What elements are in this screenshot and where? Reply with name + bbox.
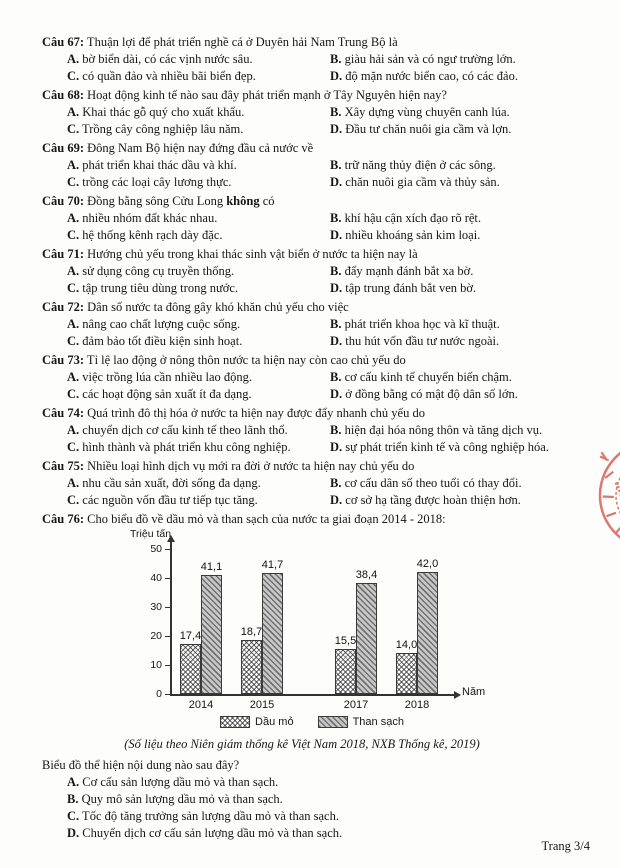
bar-dầu-mỏ-2018: [396, 653, 417, 694]
question-number: Câu 69:: [42, 141, 85, 155]
answer-option: B. phát triển khoa học và kĩ thuật.: [330, 317, 500, 331]
bar-value-label: 17,4: [179, 629, 202, 642]
answer-option: C. các hoạt động sản xuất ít đa dạng.: [67, 387, 252, 401]
answer-option: C. đảm bảo tốt điều kiện sinh hoạt.: [67, 334, 243, 348]
option-label: C.: [67, 493, 80, 507]
question-options: [42, 316, 594, 350]
option-label: B.: [330, 264, 342, 278]
x-axis-line: [170, 694, 454, 696]
answer-option: D. độ mặn nước biển cao, có các đảo.: [330, 69, 518, 83]
question-block: [42, 458, 594, 509]
chart-y-axis-label: Triệu tấn: [130, 528, 172, 540]
question-number: Câu 71:: [42, 247, 85, 261]
y-axis-line: [170, 542, 172, 694]
questions-list: [42, 34, 594, 509]
option-label: C.: [67, 440, 80, 454]
answer-option: A. chuyển dịch cơ cấu kinh tế theo lãnh thổ.: [67, 423, 288, 437]
question-number: Câu 67:: [42, 35, 85, 49]
question-number: Câu 74:: [42, 406, 85, 420]
question-number: Câu 72:: [42, 300, 85, 314]
question-block: [42, 34, 594, 85]
bar-than-sạch-2014: [201, 575, 222, 694]
option-label: C.: [67, 387, 80, 401]
option-label: A.: [67, 158, 80, 172]
answer-option: A. Cơ cấu sản lượng dầu mỏ và than sạch.: [67, 775, 279, 789]
y-tick-label: 30: [150, 601, 162, 613]
question-stem: Câu 69: Đông Nam Bộ hiện nay đứng đầu cả nước về: [42, 141, 314, 155]
legend-item: [220, 716, 294, 728]
y-tick-label: 0: [156, 688, 162, 700]
option-label: A.: [67, 264, 80, 278]
option-label: C.: [67, 228, 80, 242]
y-tick-label: 50: [150, 543, 162, 555]
answer-option: C. trồng các loại cây lương thực.: [67, 175, 232, 189]
bar-chart: [130, 528, 600, 734]
option-label: C.: [67, 122, 80, 136]
answer-option: D. Đầu tư chăn nuôi gia cầm và lợn.: [330, 122, 512, 136]
answer-option: B. cơ cấu dân số theo tuổi có thay đổi.: [330, 476, 522, 490]
answer-option: D. chăn nuôi gia cầm và thủy sản.: [330, 175, 500, 189]
y-tick-mark: [165, 694, 170, 695]
option-label: A.: [67, 370, 80, 384]
bar-value-label: 38,4: [355, 568, 378, 581]
option-label: B.: [330, 370, 342, 384]
answer-option: C. các nguồn vốn đầu tư tiếp tục tăng.: [67, 493, 258, 507]
option-label: A.: [67, 476, 80, 490]
question-block: [42, 193, 594, 244]
bar-than-sạch-2015: [262, 573, 283, 694]
option-label: A.: [67, 211, 80, 225]
answer-option: C. Trồng cây công nghiệp lâu năm.: [67, 122, 244, 136]
answer-option: C. Tốc độ tăng trưởng sản lượng dầu mỏ và than sạch.: [67, 809, 339, 823]
question-block: [42, 405, 594, 456]
option-label: B.: [330, 423, 342, 437]
legend-swatch-than-sạch: [318, 716, 348, 728]
answer-option: D. sự phát triển kinh tế và công nghiệp hóa.: [330, 440, 549, 454]
answer-option: B. khí hậu cận xích đạo rõ rệt.: [330, 211, 482, 225]
question-stem: Câu 70: Đồng bằng sông Cửu Long không có: [42, 194, 275, 208]
question-block: [42, 299, 594, 350]
answer-option: C. có quần đảo và nhiều bãi biển đẹp.: [67, 69, 256, 83]
question-stem: [42, 511, 594, 528]
option-label: A.: [67, 105, 80, 119]
question-stem: Câu 68: Hoạt động kinh tế nào sau đây phát triển mạnh ở Tây Nguyên hiện nay?: [42, 88, 447, 102]
y-tick-mark: [165, 549, 170, 550]
y-tick-mark: [165, 578, 170, 579]
question-block: [42, 140, 594, 191]
option-label: C.: [67, 69, 80, 83]
answer-option: B. Xây dựng vùng chuyên canh lúa.: [330, 105, 510, 119]
question-stem: Câu 73: Tỉ lệ lao động ở nông thôn nước ta hiện nay còn cao chủ yếu do: [42, 353, 406, 367]
answer-option: A. bờ biển dài, có các vịnh nước sâu.: [67, 52, 253, 66]
answer-option: A. nhiều nhóm đất khác nhau.: [67, 211, 218, 225]
legend-label: Dầu mỏ: [255, 716, 294, 728]
x-tick-label: 2014: [188, 699, 214, 711]
answer-option: B. Quy mô sản lượng dầu mỏ và than sạch.: [67, 792, 283, 806]
chart-x-axis-label: Năm: [462, 686, 486, 698]
question-stem: Câu 71: Hướng chủ yếu trong khai thác sinh vật biển ở nước ta hiện nay là: [42, 247, 418, 261]
question-options: [42, 104, 594, 138]
question-block: [42, 87, 594, 138]
option-label: C.: [67, 175, 80, 189]
question-options: [42, 422, 594, 456]
option-label: D.: [330, 122, 343, 136]
question-block-76: [42, 511, 594, 842]
bar-dầu-mỏ-2014: [180, 644, 201, 694]
option-label: D.: [67, 826, 80, 840]
bar-than-sạch-2018: [417, 572, 438, 694]
answer-option: B. đẩy mạnh đánh bắt xa bờ.: [330, 264, 474, 278]
chart-question-stem: Biểu đồ thể hiện nội dung nào sau đây?: [42, 758, 240, 772]
option-label: B.: [330, 105, 342, 119]
bar-value-label: 41,1: [200, 560, 223, 573]
option-label: B.: [330, 211, 342, 225]
option-label: A.: [67, 775, 80, 789]
y-tick-label: 10: [150, 659, 162, 671]
answer-option: B. cơ cấu kinh tế chuyển biến chậm.: [330, 370, 512, 384]
answer-option: B. hiện đại hóa nông thôn và tăng dịch vụ.: [330, 423, 543, 437]
y-axis-arrow-icon: [167, 535, 175, 542]
answer-option: A. phát triển khai thác dầu và khí.: [67, 158, 237, 172]
legend-swatch-dầu-mỏ: [220, 716, 250, 728]
chart-legend: [170, 716, 454, 728]
bar-value-label: 42,0: [416, 558, 439, 571]
x-tick-label: 2015: [249, 699, 275, 711]
answer-option: D. Chuyển dịch cơ cấu sản lượng dầu mỏ và than sạch.: [67, 826, 343, 840]
option-label: C.: [67, 334, 80, 348]
question-stem: Câu 72: Dân số nước ta đông gây khó khăn chủ yếu cho việc: [42, 300, 349, 314]
question-number: Câu 73:: [42, 353, 85, 367]
question-stem: Câu 74: Quá trình đô thị hóa ở nước ta hiện nay được đẩy nhanh chủ yếu do: [42, 406, 425, 420]
question-block: [42, 246, 594, 297]
answer-option: B. giàu hải sản và có ngư trường lớn.: [330, 52, 516, 66]
page-content: [42, 34, 594, 844]
page-number: Trang 3/4: [541, 839, 590, 853]
option-label: B.: [67, 792, 79, 806]
question-stem-bold: không: [226, 194, 260, 208]
question-number: Câu 68:: [42, 88, 85, 102]
answer-option: D. cơ sở hạ tầng được hoàn thiện hơn.: [330, 493, 521, 507]
question-block: [42, 352, 594, 403]
bar-dầu-mỏ-2015: [241, 640, 262, 694]
y-tick-mark: [165, 607, 170, 608]
option-label: B.: [330, 317, 342, 331]
option-label: D.: [330, 175, 343, 189]
y-tick-label: 20: [150, 630, 162, 642]
option-label: D.: [330, 69, 343, 83]
question-options: [42, 210, 594, 244]
option-label: A.: [67, 423, 80, 437]
x-tick-label: 2018: [404, 699, 430, 711]
option-label: B.: [330, 476, 342, 490]
legend-label: Than sạch: [352, 716, 404, 728]
answer-option: A. việc trồng lúa cần nhiều lao động.: [67, 370, 253, 384]
question-stem: Câu 75: Nhiều loại hình dịch vụ mới ra đời ở nước ta hiện nay chủ yếu do: [42, 459, 415, 473]
answer-option: A. nhu cầu sản xuất, đời sống đa dạng.: [67, 476, 261, 490]
option-label: C.: [67, 809, 80, 823]
option-label: B.: [330, 52, 342, 66]
option-label: D.: [330, 387, 343, 401]
answer-option: A. nâng cao chất lượng cuộc sống.: [67, 317, 241, 331]
answer-option: D. ở đồng bằng có mật độ dân số lớn.: [330, 387, 518, 401]
answer-option: D. nhiều khoáng sản kim loại.: [330, 228, 481, 242]
answer-option: A. Khai thác gỗ quý cho xuất khẩu.: [67, 105, 245, 119]
x-tick-label: 2017: [343, 699, 369, 711]
option-label: A.: [67, 52, 80, 66]
y-tick-label: 40: [150, 572, 162, 584]
answer-option: A. sử dụng công cụ truyền thống.: [67, 264, 235, 278]
question-options: [42, 369, 594, 403]
chart-question-options: [42, 774, 594, 842]
option-label: D.: [330, 334, 343, 348]
bar-than-sạch-2017: [356, 583, 377, 694]
question-number: Câu 70:: [42, 194, 85, 208]
option-label: A.: [67, 317, 80, 331]
question-stem-text: Cho biểu đồ về dầu mỏ và than sạch của nước ta giai đoạn 2014 - 2018:: [87, 512, 446, 526]
answer-option: C. hệ thống kênh rạch dày đặc.: [67, 228, 223, 242]
legend-item: [318, 716, 404, 728]
bar-dầu-mỏ-2017: [335, 649, 356, 694]
y-tick-mark: [165, 665, 170, 666]
bar-value-label: 41,7: [261, 559, 284, 572]
question-options: [42, 475, 594, 509]
bar-value-label: 15,5: [334, 635, 357, 648]
answer-option: D. thu hút vốn đầu tư nước ngoài.: [330, 334, 500, 348]
option-label: D.: [330, 281, 343, 295]
answer-option: C. tập trung tiêu dùng trong nước.: [67, 281, 239, 295]
bar-value-label: 18,7: [240, 625, 263, 638]
question-options: [42, 157, 594, 191]
answer-option: C. hình thành và phát triển khu công nghiệp.: [67, 440, 291, 454]
option-label: D.: [330, 493, 343, 507]
question-number: Câu 76:: [42, 512, 85, 526]
question-stem: Câu 67: Thuận lợi để phát triển nghề cá ở Duyên hải Nam Trung Bộ là: [42, 35, 398, 49]
option-label: D.: [330, 440, 343, 454]
x-axis-arrow-icon: [454, 691, 461, 699]
option-label: D.: [330, 228, 343, 242]
chart-source-citation: (Số liệu theo Niên giám thống kê Việt Nam 2018, NXB Thống kê, 2019): [124, 737, 480, 751]
option-label: C.: [67, 281, 80, 295]
bar-value-label: 14,0: [395, 639, 418, 652]
question-options: [42, 51, 594, 85]
option-label: B.: [330, 158, 342, 172]
question-number: Câu 75:: [42, 459, 85, 473]
question-options: [42, 263, 594, 297]
answer-option: B. trữ năng thủy điện ở các sông.: [330, 158, 496, 172]
answer-option: D. tập trung đánh bắt ven bờ.: [330, 281, 477, 295]
